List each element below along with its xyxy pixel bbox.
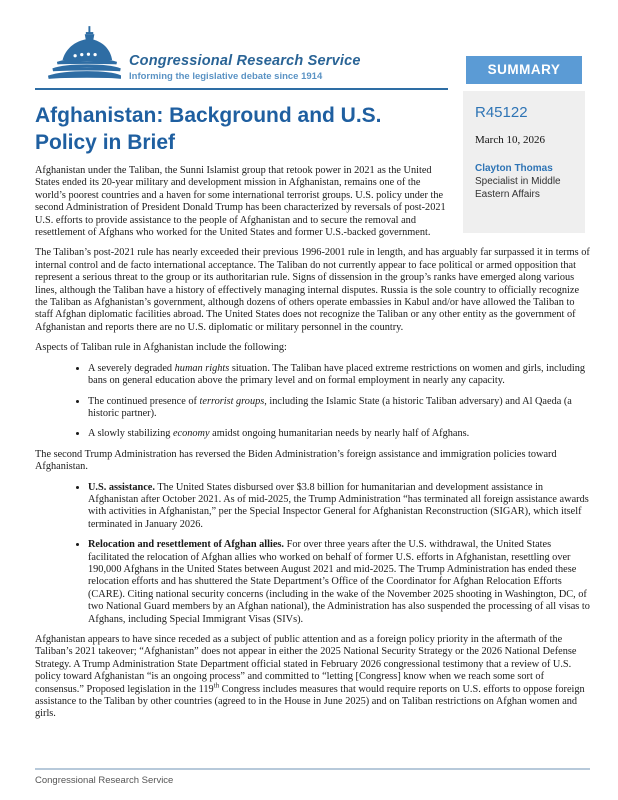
- report-title: Afghanistan: Background and U.S. Policy in Brief: [35, 104, 382, 154]
- report-body: [35, 165, 590, 721]
- closing-paragraph: [35, 634, 590, 721]
- header-divider: [35, 88, 448, 90]
- report-number: R45122: [475, 104, 528, 121]
- bullet-emphasis: economy: [172, 428, 210, 440]
- page-footer: [35, 768, 590, 792]
- bullet-emphasis: human rights: [174, 362, 230, 374]
- bullet-heading: U.S. assistance.: [88, 481, 155, 493]
- intro-paragraph: Afghanistan under the Taliban, the Sunni Islamist group that retook power in 2021 as the United States ended its 20-year military and development mission in Afghanistan, remains one of the world’s poorest countries and a haven for some international terrorist groups. U.S. policy under the second Administration of President Donald Trump has been characterized by reversals of post-2021 U.S. efforts to provide assistance to the people of Afghanistan and to secure the removal and resettlement of Afghans who worked for the United States and former U.S.-backed government.: [35, 165, 446, 239]
- bullet-heading: Relocation and resettlement of Afghan allies.: [88, 539, 285, 551]
- footer-org-name: Congressional Research Service: [35, 775, 174, 786]
- author-name: Clayton Thomas: [475, 163, 553, 174]
- capitol-dome-icon: [47, 26, 121, 84]
- taliban-rule-paragraph: The Taliban’s post-2021 rule has nearly exceeded their previous 1996-2001 rule in length, and has arguably far surpassed it in terms of internal control and de facto international acceptance. The Taliban do not currently appear to face political or armed opposition that represent a serious threat to the group or its authoritarian rule. Signs of dissension in the group’s ranks have emerged along various lines, although the Taliban have a history of effectively managing internal disputes. Russia is the sole country to officially recognize the Taliban as Afghanistan’s government, although dozens of others operate embassies in Kabul and/or have allowed the Taliban to staff Afghan diplomatic facilities abroad. The United States does not recognize the Taliban or any other entity as the government of Afghanistan and reports there are no U.S. diplomatic or military personnel in the country.: [35, 247, 590, 333]
- bullet-text: A severely degraded: [88, 362, 175, 374]
- author-title: Specialist in Middle Eastern Affairs: [475, 176, 561, 200]
- org-tagline: Informing the legislative debate since 1914: [129, 71, 323, 82]
- bullet-text: A slowly stabilizing: [88, 428, 173, 440]
- list-item: [88, 396, 590, 421]
- policy-list: [35, 482, 590, 626]
- bullet-text: For over three years after the U.S. withdrawal, the United States facilitated the relocation of Afghan allies who worked on behalf of former U.S. efforts in Afghanistan, resettling over 190,000 Afghans in the United States between August 2021 and mid-2025. The Trump Administration has ended these relocation efforts and has shuttered the State Department’s Office of the Coordinator for Afghan Relocation Efforts (CARE). Citing national security concerns (including in the wake of the November 2025 shooting in Washington, DC, of two National Guard members by an Afghan national), the Administration has also suspended the processing of all visas to Afghans, including Special Immigrant Visas (SIVs).: [88, 539, 590, 625]
- bullet-text: situation. The Taliban have placed extreme restrictions on women and girls, including bans on general education above the primary level and on formal employment in nearly any capacity.: [88, 362, 586, 387]
- closing-text: Afghanistan appears to have since receded as a subject of public attention and as a foreign policy priority in the aftermath of the Taliban’s 2021 takeover; “Afghanistan” does not appear in either the 2025 National Security Strategy or the 2026 National Defense Strategy. A Trump Administration State Department official stated in February 2026 congressional testimony that a review of U.S. policy toward Afghanistan “is an ongoing process” and committed to “letting [Congress] know when we reach some sort of consensus.” Proposed legislation in the 119: [35, 634, 577, 695]
- bullet-text: The United States disbursed over $3.8 billion for humanitarian and development assistance in Afghanistan after October 2021. As of mid-2025, the Trump Administration “has terminated all foreign assistance awards with activities in Afghanistan,” per the Special Inspector General for Afghanistan Reconstruction (SIGAR), which itself terminated in January 2026.: [88, 481, 589, 530]
- summary-button[interactable]: SUMMARY: [466, 56, 582, 84]
- org-name: Congressional Research Service: [129, 53, 361, 69]
- report-info-box: [463, 91, 585, 233]
- bullet-text: , including the Islamic State (a historic Taliban adversary) and Al Qaeda (a historic partner).: [88, 395, 572, 419]
- bullet-text: The continued presence of: [88, 395, 200, 407]
- aspects-list: [35, 363, 590, 441]
- closing-text: Congress includes measures that would require reports on U.S. efforts to oppose foreign assistance to the Taliban by other countries (agreed to in the House in June 2025) and on Taliban restrictions on Afghan women and girls.: [35, 683, 585, 720]
- summary-sidebar: [463, 56, 585, 233]
- bullet-emphasis: terrorist groups: [199, 395, 265, 407]
- list-item: [88, 363, 590, 388]
- list-item: [88, 428, 590, 440]
- logo-text: [129, 53, 361, 84]
- report-date: March 10, 2026: [475, 134, 545, 146]
- aspects-lead: Aspects of Taliban rule in Afghanistan include the following:: [35, 342, 287, 354]
- bullet-text: amidst ongoing humanitarian needs by nearly half of Afghans.: [209, 428, 470, 440]
- trump-lead-paragraph: The second Trump Administration has reversed the Biden Administration’s foreign assistance and immigration policies toward Afghanistan.: [35, 448, 557, 473]
- ordinal-superscript: th: [213, 681, 220, 690]
- list-item: [88, 539, 590, 626]
- list-item: [88, 482, 590, 532]
- footer-divider: [35, 768, 590, 770]
